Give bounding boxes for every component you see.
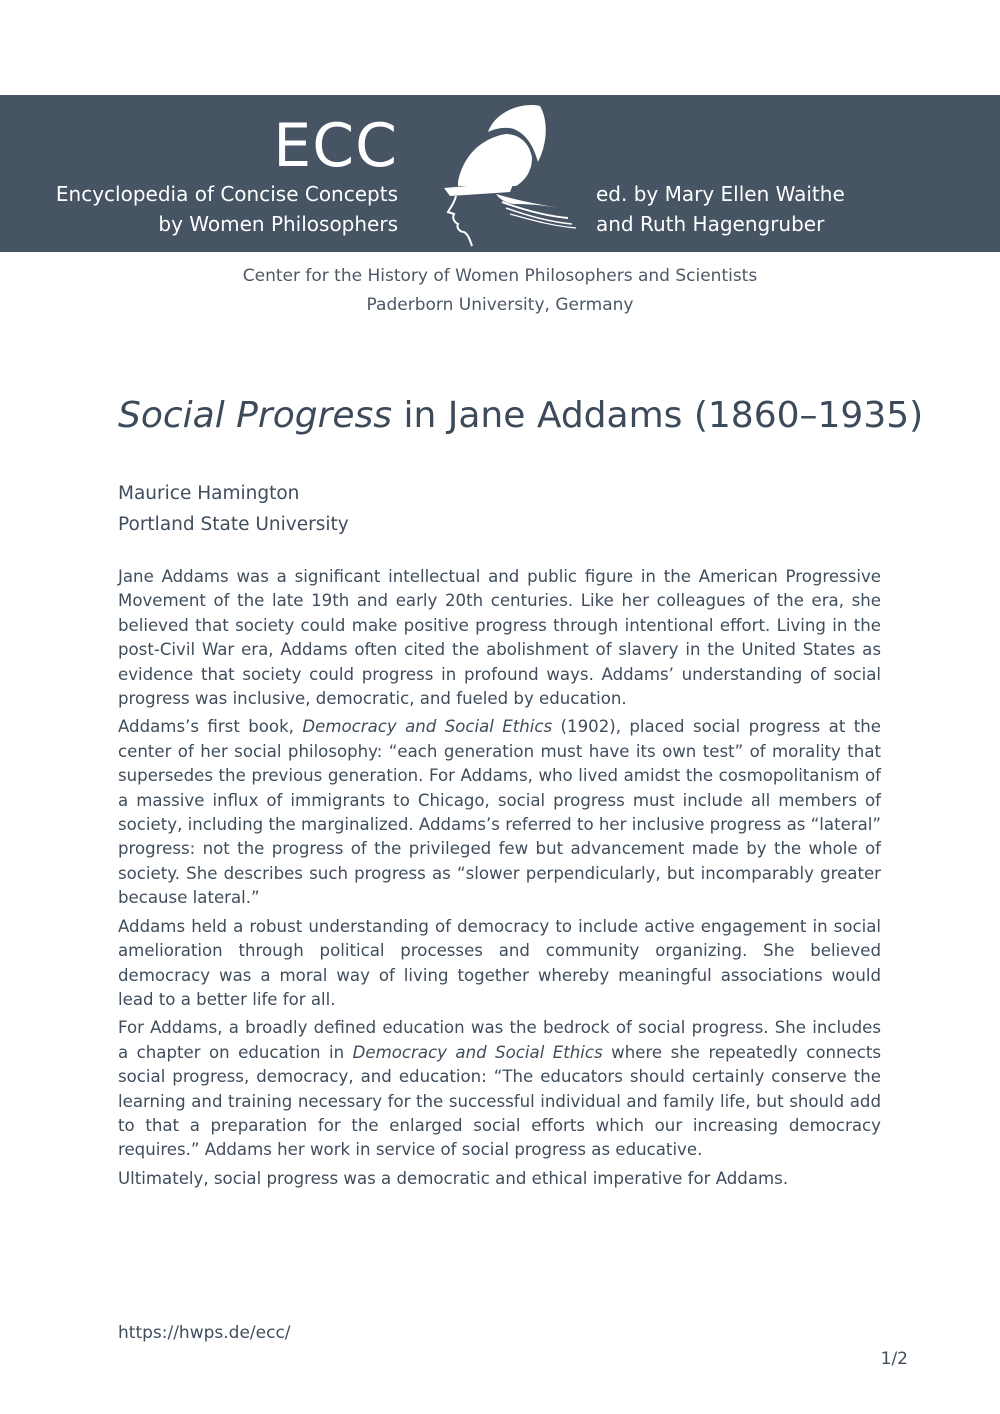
author-block — [118, 478, 349, 540]
paragraph-2-text-b: (1902), placed social progress at the center of her social philosophy: “each generation must have its own test” of morality that supersedes the previous generation. For Addams, who lived amidst the cosmopolitanism of a massive influx of immigrants to Chicago, social progress must include all members of society, including the marginalized. Addams’s referred to her inclusive progress as “lateral” progress: not the progress of the privileged few but advancement made by the whole of society. She describes such progress as “slower perpendicularly, but incomparably greater because lateral.” — [118, 717, 881, 908]
paragraph-2-text-a: Addams’s first book, — [118, 717, 303, 737]
institution-line1: Center for the History of Women Philosophers and Scientists — [242, 266, 758, 286]
paragraph-4 — [118, 1016, 881, 1162]
author-name: Maurice Hamington — [118, 483, 300, 504]
book-title: Democracy and Social Ethics — [352, 1042, 603, 1062]
author-affiliation: Portland State University — [118, 514, 349, 535]
article-body — [118, 565, 881, 1195]
book-title: Democracy and Social Ethics — [302, 717, 553, 737]
institution-line2: Paderborn University, Germany — [366, 295, 634, 315]
paragraph-4-text-a: For Addams, a broadly defined education was the bedrock of social progress. She includes a chapter on education in — [118, 1018, 881, 1062]
header-banner — [0, 95, 1000, 252]
editors-line1: ed. by Mary Ellen Waithe — [596, 182, 845, 206]
encyclopedia-name-line1: Encyclopedia of Concise Concepts — [55, 182, 398, 206]
article-title — [118, 392, 923, 440]
encyclopedia-name — [0, 179, 398, 239]
ecc-abbreviation: ECC — [273, 111, 398, 181]
page-number: 1/2 — [880, 1349, 908, 1369]
paragraph-2 — [118, 715, 881, 910]
encyclopedia-name-line2: by Women Philosophers — [158, 212, 398, 236]
paragraph-5: Ultimately, social progress was a democratic and ethical imperative for Addams. — [118, 1168, 789, 1188]
institution — [0, 262, 1000, 320]
paragraph-4-text-b: where she repeatedly connects social progress, democracy, and education: “The educators should certainly conserve the learning and training necessary for the successful individual and family life, but should add to that a preparation for the enlarged social efforts which our increasing democracy requires.” Addams her work in service of social progress as educative. — [118, 1042, 881, 1160]
paragraph-1: Jane Addams was a significant intellectual and public figure in the American Progressive Movement of the late 19th and early 20th centuries. Like her colleagues of the era, she believed that society could make positive progress through intentional effort. Living in the post-Civil War era, Addams often cited the abolishment of slavery in the United States as evidence that society could progress in profound ways. Addams’ understanding of social progress was inclusive, democratic, and fueled by education. — [118, 567, 881, 709]
editors-line2: and Ruth Hagengruber — [596, 212, 825, 236]
paragraph-3: Addams held a robust understanding of democracy to include active engagement in social amelioration through political processes and community organizing. She believed democracy was a moral way of living together whereby meaningful associations would lead to a better life for all. — [118, 916, 881, 1009]
editors — [596, 179, 845, 239]
athena-helmet-icon — [436, 100, 586, 250]
article-title-rest: in Jane Addams (1860–1935) — [392, 395, 924, 436]
article-title-italic: Social Progress — [118, 395, 393, 436]
footer-url[interactable]: https://hwps.de/ecc/ — [118, 1323, 291, 1343]
